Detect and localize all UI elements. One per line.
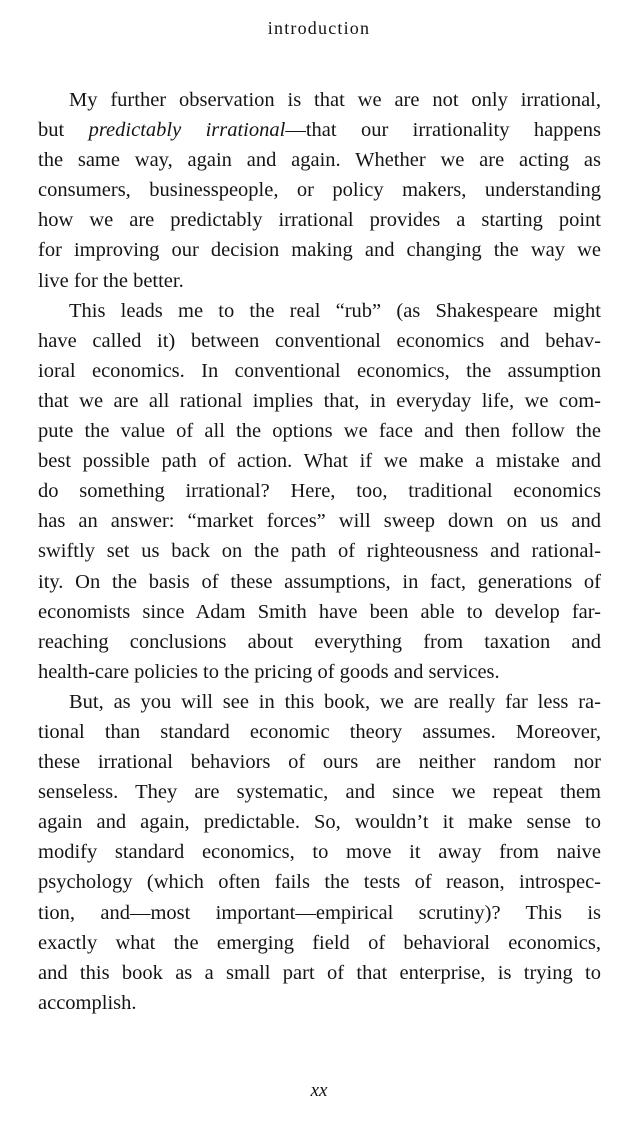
text-line: accomplish. — [38, 991, 137, 1014]
paragraph-1 — [38, 85, 601, 296]
text-line: that we are all rational implies that, in everyday life, we com- — [38, 389, 601, 412]
text-line: and this book as a small part of that enterprise, is trying to — [38, 961, 601, 984]
paragraph-3 — [38, 687, 601, 1018]
text-line: best possible path of action. What if we make a mistake and — [38, 450, 601, 473]
text-line: psychology (which often fails the tests of reason, introspec- — [38, 871, 601, 894]
text-line: This leads me to the real “rub” (as Shakespeare might — [69, 299, 601, 322]
text-line: My further observation is that we are not only irrational, — [69, 89, 601, 111]
text-line: do something irrational? Here, too, traditional economics — [38, 480, 601, 503]
text-line: ioral economics. In conventional economics, the assumption — [38, 359, 601, 382]
italic-phrase: predictably irrational — [88, 119, 286, 142]
text-line: the same way, again and again. Whether we are acting as — [38, 149, 601, 172]
text-run: but — [38, 119, 89, 142]
text-line: how we are predictably irrational provides a starting point — [38, 209, 601, 232]
text-line: consumers, businesspeople, or policy makers, understanding — [38, 179, 601, 202]
text-line: these irrational behaviors of ours are neither random nor — [38, 751, 601, 774]
text-line: But, as you will see in this book, we are really far less ra- — [69, 690, 601, 713]
text-line: tion, and—most important—empirical scrutiny)? This is — [38, 901, 601, 924]
text-line: has an answer: “market forces” will sweep down on us and — [38, 510, 601, 533]
text-line: health-care policies to the pricing of goods and services. — [38, 660, 500, 683]
text-line: live for the better. — [38, 269, 184, 292]
text-line: exactly what the emerging field of behavioral economics, — [38, 931, 601, 954]
text-line: swiftly set us back on the path of righteousness and rational- — [38, 540, 601, 563]
text-line: pute the value of all the options we face and then follow the — [38, 420, 601, 443]
text-line: ity. On the basis of these assumptions, in fact, generations of — [38, 570, 601, 593]
text-line — [38, 115, 601, 145]
running-head: introduction — [267, 18, 371, 38]
text-line: reaching conclusions about everything from taxation and — [38, 630, 601, 653]
text-run: —that our irrationality happens — [285, 119, 601, 142]
text-line: again and again, predictable. So, wouldn’t it make sense to — [38, 811, 601, 834]
text-line: for improving our decision making and changing the way we — [38, 239, 601, 262]
text-line: have called it) between conventional economics and behav- — [38, 329, 601, 352]
text-line: economists since Adam Smith have been able to develop far- — [38, 600, 601, 623]
text-line: modify standard economics, to move it away from naive — [38, 841, 601, 864]
paragraph-2 — [38, 296, 601, 687]
text-line: senseless. They are systematic, and since we repeat them — [38, 781, 601, 804]
text-line: tional than standard economic theory assumes. Moreover, — [38, 720, 601, 743]
body-text — [38, 85, 601, 1018]
page-number: xx — [310, 1080, 328, 1101]
